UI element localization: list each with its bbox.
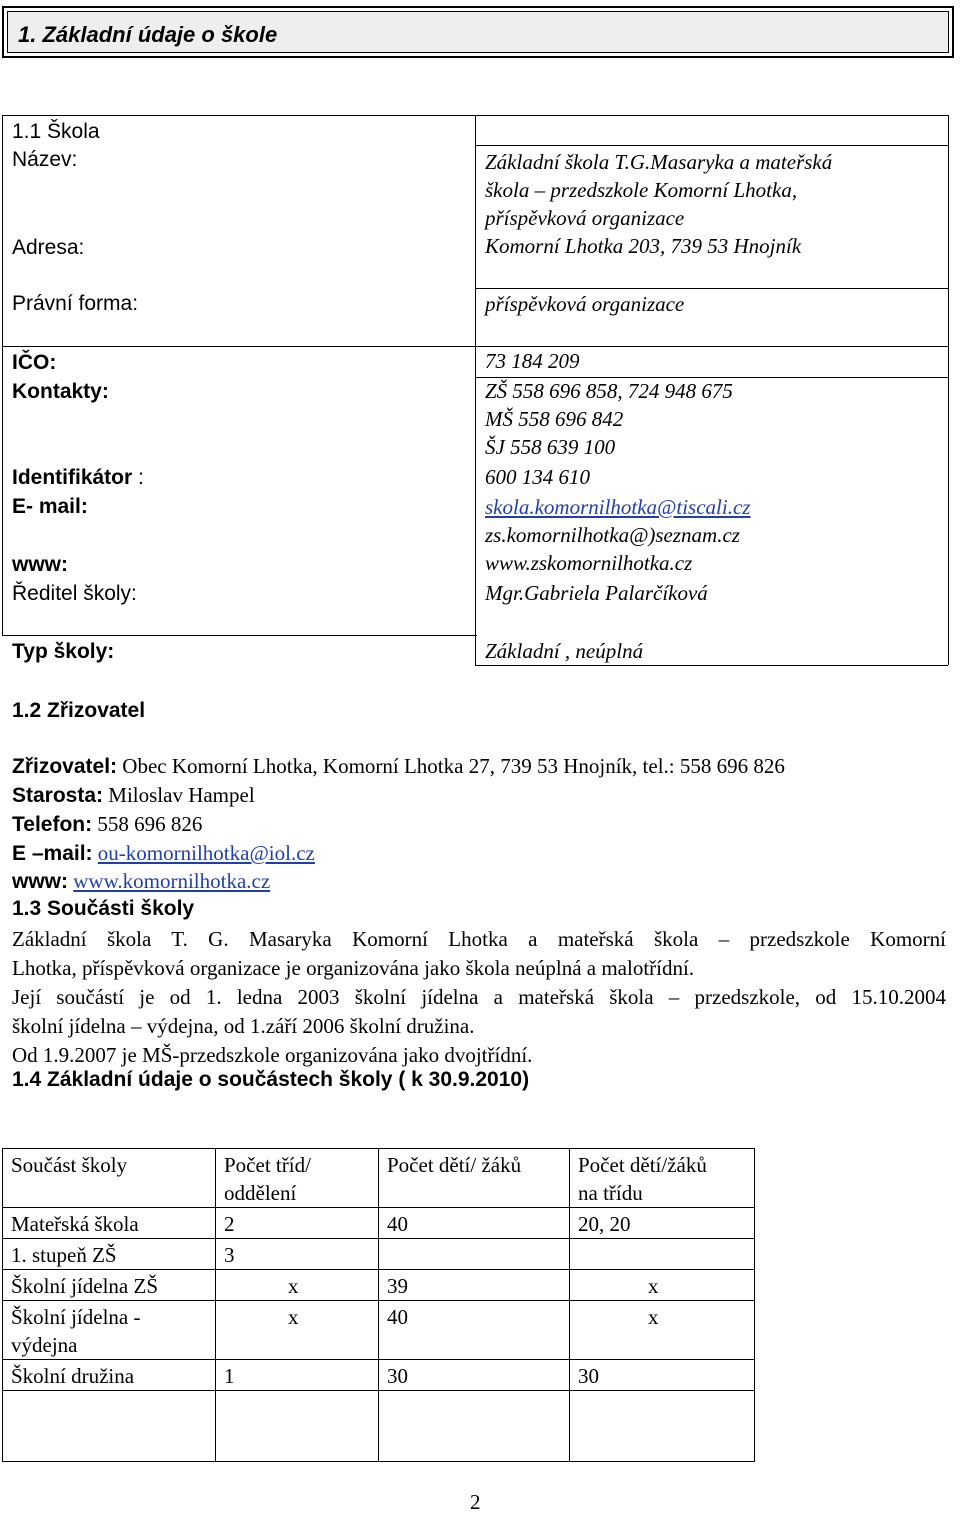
founder-email-line: E –mail: ou-komornilhotka@iol.cz — [12, 841, 315, 865]
table-cell — [379, 1239, 570, 1270]
founder-line: Zřizovatel: Obec Komorní Lhotka, Komorní Lhotka 27, 739 53 Hnojník, tel.: 558 696 826 — [12, 754, 785, 778]
table-row — [3, 1391, 755, 1462]
value-director: Mgr.Gabriela Palarčíková — [485, 581, 708, 605]
parts-paragraph: Základní škola T. G. Masaryka Komorní Lhotka a mateřská škola – przedszkole Komorní Lhotka, příspěvková organizace je organizována jako škola neúplná a malotřídní. Její součástí je od 1. ledna 2003 školní jídelna a mateřská škola – przedszkole, od 15.10.2004 školní jídelna – výdejna, od 1.září 2006 školní družina. Od 1.9.2007 je MŠ-przedszkole organizována jako dvojtřídní. — [12, 927, 946, 1067]
mayor-line: Starosta: Miloslav Hampel — [12, 783, 255, 807]
label-school-type: Typ školy: — [12, 640, 115, 663]
table-row — [3, 1301, 755, 1360]
phone-line: Telefon: 558 696 826 — [12, 812, 203, 836]
section-title-components: 1.4 Základní údaje o součástech školy ( k 30.9.2010) — [12, 1068, 530, 1091]
table-line — [475, 665, 948, 666]
table-cell: Školní družina — [3, 1360, 216, 1391]
table-cell — [379, 1391, 570, 1462]
table-cell: Mateřská škola — [3, 1208, 216, 1239]
table-cell — [3, 1391, 216, 1462]
table-header-cell: Počet dětí/žáků na třídu — [570, 1149, 755, 1208]
value-identifier: 600 134 610 — [485, 465, 590, 489]
table-cell: 3 — [216, 1239, 379, 1270]
value-legal-form: příspěvková organizace — [485, 292, 685, 316]
label-legal-form: Právní forma: — [12, 292, 139, 315]
table-divider — [475, 115, 476, 665]
table-header-cell: Počet tříd/ oddělení — [216, 1149, 379, 1208]
table-cell: 40 — [379, 1301, 570, 1360]
table-line — [475, 288, 948, 289]
label-email: E- mail: — [12, 495, 88, 518]
table-cell — [570, 1391, 755, 1462]
label-identifier: Identifikátor : — [12, 466, 144, 489]
table-cell: Školní jídelna ZŠ — [3, 1270, 216, 1301]
value-www: www.zskomornilhotka.cz — [485, 551, 693, 575]
table-cell: 2 — [216, 1208, 379, 1239]
label-name: Název: — [12, 148, 78, 171]
table-cell: 20, 20 — [570, 1208, 755, 1239]
table-header-cell: Součást školy — [3, 1149, 216, 1208]
table-cell: Školní jídelna - výdejna — [3, 1301, 216, 1360]
label-address: Adresa: — [12, 236, 85, 259]
table-header-row — [3, 1149, 755, 1208]
founder-www-line: www: www.komornilhotka.cz — [12, 869, 271, 893]
value-contacts: ZŠ 558 696 858, 724 948 675 MŠ 558 696 842 ŠJ 558 639 100 — [485, 379, 733, 459]
section-title-founder: 1.2 Zřizovatel — [12, 699, 146, 722]
value-name: Základní škola T.G.Masaryka a mateřská škola – przedszkole Komorní Lhotka, příspěvková organizace — [485, 150, 833, 230]
table-row — [3, 1208, 755, 1239]
founder-email-link[interactable]: ou-komornilhotka@iol.cz — [97, 841, 315, 865]
table-cell: x — [570, 1270, 755, 1301]
value-school-type: Základní , neúplná — [485, 639, 644, 663]
table-cell: x — [216, 1301, 379, 1360]
table-row — [3, 1270, 755, 1301]
section-title-school: 1.1 Škola — [12, 120, 100, 143]
table-cell: x — [570, 1301, 755, 1360]
table-row — [3, 1360, 755, 1391]
table-line — [2, 635, 477, 636]
label-ico: IČO: — [12, 351, 57, 374]
label-contacts: Kontakty: — [12, 380, 109, 403]
value-email — [485, 493, 750, 549]
table-cell — [216, 1391, 379, 1462]
table-cell: 40 — [379, 1208, 570, 1239]
value-address: Komorní Lhotka 203, 739 53 Hnojník — [485, 234, 802, 258]
components-table — [2, 1148, 755, 1462]
label-www: www: — [12, 553, 68, 576]
table-row — [3, 1239, 755, 1270]
label-director: Ředitel školy: — [12, 582, 137, 605]
table-line — [475, 145, 948, 146]
email-seznam: zs.komornilhotka@)seznam.cz — [485, 523, 740, 547]
table-cell: 1. stupeň ZŠ — [3, 1239, 216, 1270]
chapter-heading: 1. Základní údaje o škole — [18, 22, 278, 47]
table-cell — [570, 1239, 755, 1270]
section-title-parts: 1.3 Součásti školy — [12, 897, 195, 920]
table-border-right — [948, 115, 949, 665]
email-link-tiscali[interactable]: skola.komornilhotka@tiscali.cz — [485, 495, 751, 519]
table-cell: x — [216, 1270, 379, 1301]
table-border-left — [2, 115, 3, 635]
table-cell: 30 — [379, 1360, 570, 1391]
table-cell: 39 — [379, 1270, 570, 1301]
chapter-heading-box — [2, 6, 954, 58]
page-number: 2 — [470, 1490, 481, 1514]
value-ico: 73 184 209 — [485, 349, 580, 373]
table-header-cell: Počet dětí/ žáků — [379, 1149, 570, 1208]
founder-www-link[interactable]: www.komornilhotka.cz — [73, 869, 271, 893]
table-cell: 30 — [570, 1360, 755, 1391]
table-cell: 1 — [216, 1360, 379, 1391]
